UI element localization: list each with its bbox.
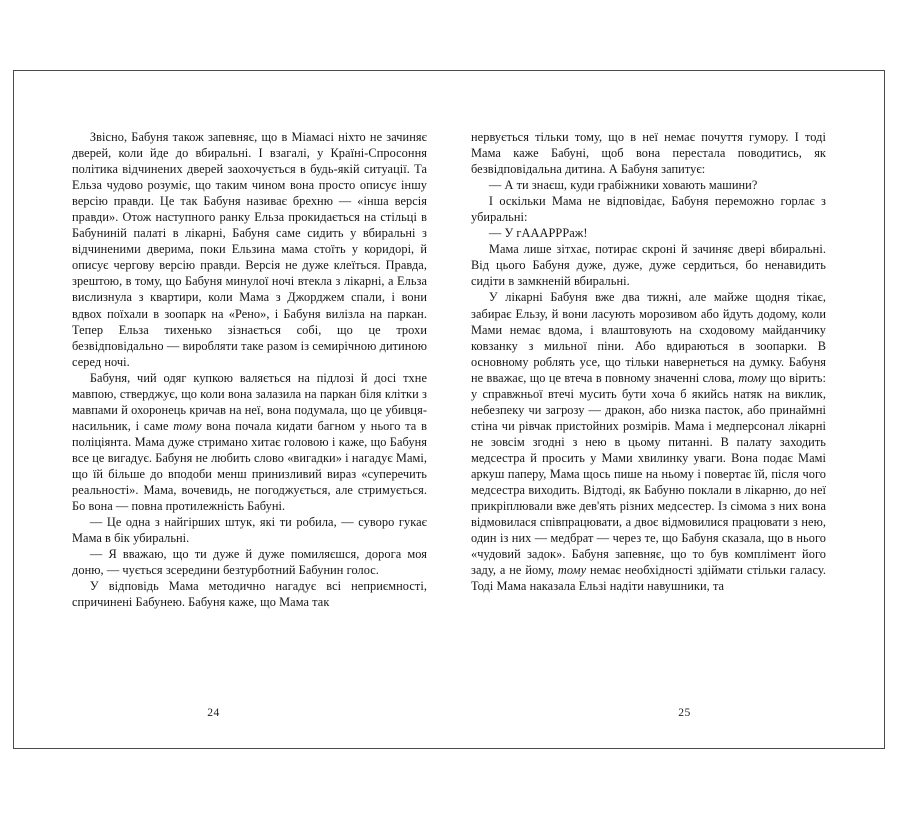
book-page-left xyxy=(14,71,449,748)
dialogue-paragraph: — Це одна з найгірших штук, які ти робила, — суворо гукає Мама в бік убиральні. xyxy=(72,515,427,546)
paragraph: У відповідь Мама методично нагадує всі неприємності, спричинені Бабунею. Бабуня каже, що Мама так xyxy=(72,579,427,610)
scanned-page-sheet xyxy=(13,70,885,749)
paragraph: І оскільки Мама не відповідає, Бабуня переможно горлає з убиральні: xyxy=(471,194,826,225)
paragraph-continuation: нервується тільки тому, що в неї немає почуття гумору. І тоді Мама каже Бабуні, щоб вона перестала поводитись, як безвідповідальна дитина. А Бабуня запитує: xyxy=(471,130,826,177)
left-page-text-body xyxy=(72,129,427,610)
paragraph: Звісно, Бабуня також запевняє, що в Міамасі ніхто не зачиняє дверей, коли йде до вбиральні. І взагалі, у Країні-Спросоння політика відчинених дверей заохочується в будь-якій ситуації. Та Ельза чудово розуміє, що таким чином вона просто описує іншу версію правди. Це так Бабуня називає брехню — «інша версія правди». Отож наступного ранку Ельза прокидається на стільці в Бабуниній палаті в лікарні, Бабуня саме сидить у вбиральні з відчиненими дверима, поки Ельзина мама стоїть у коридорі, й описує чергову версію правди. Версія не дуже клеїться. Правда, зрештою, в тому, що Бабуня минулої ночі втекла з лікарні, а Ельза вислизнула з квартири, коли Мама з Джорджем спали, і вони вдвох поїхали в зоопарк на «Рено», і Бабуня вилізла на паркан. Тепер Ельза тихенько зізнається собі, що це трохи безвідповідально — виробляти таке разом із семирічною дитиною серед ночі. xyxy=(72,130,427,369)
paragraph: Мама лише зітхає, потирає скроні й зачиняє двері вбиральні. Від цього Бабуня дуже, дуже, дуже сердиться, бо ненавидить сидіти в замкненій вбиральні. xyxy=(471,242,826,289)
two-page-spread xyxy=(14,71,884,748)
right-page-text-body xyxy=(471,129,826,594)
dialogue-paragraph: — Я вважаю, що ти дуже й дуже помиляєшся, дорога моя доню, — чується зсередини безтурботний Бабунин голос. xyxy=(72,547,427,578)
paragraph: У лікарні Бабуня вже два тижні, але майже щодня тікає, забирає Ельзу, й вони ласують морозивом або йдуть додому, коли Мами немає вдома, і влаштовують на сходовому майданчику ковзанку з мильної піни. Або вдираються в зоопарки. В основному роблять усе, що тільки навернеться на думку. Бабуня не вважає, що це втеча в повному значенні слова, тому що вірить: у справжньої втечі мусить бути хоча б якийсь натяк на виклик, небезпеку чи загрозу — дракон, або низка пасток, або принаймні стіна чи рівчак пристойних розмірів. Мама і медперсонал лікарні не зовсім згодні з нею в цьому питанні. В палату заходить медсестра й просить у Мами хвилинку уваги. Вона подає Мамі аркуш паперу, Мама щось пише на ньому і повертає їй, після чого медсестра виходить. Відтоді, як Бабуню поклали в лікарню, до неї прикріплювали вже дев'ять різних медсестер. Із сімома з них вона відмовилася співпрацювати, а двоє відмовилися працювати з нею, один із них — медбрат — через те, що Бабуня сказала, що в нього «чудовий задок». Бабуня запевняє, що то був комплімент його заду, а не йому, тому немає необхідності здіймати стільки галасу. Тоді Мама наказала Ельзі надіти навушники, та xyxy=(471,290,826,594)
book-page-right xyxy=(449,71,884,748)
paragraph: Бабуня, чий одяг купкою валяється на підлозі й досі тхне мавпою, стверджує, що коли вона залазила на паркан біля клітки з мавпами й охоронець кричав на неї, вона подумала, що це убивця-насильник, і саме тому вона почала кидати багном у нього та в поліціянта. Мама дуже стримано хитає головою і каже, що Бабуня все це вигадує. Бабуня не любить слово «вигадки» і нагадує Мамі, що їй більше до вподоби менш принизливий вираз «суперечить реальності». Мама, вочевидь, не погоджується, але стримується. Бо вона — повна протилежність Бабуні. xyxy=(72,370,427,514)
page-number-left: 24 xyxy=(207,706,220,719)
dialogue-paragraph: — У гАААРРРаж! xyxy=(488,226,588,241)
dialogue-paragraph: — А ти знаєш, куди грабіжники ховають машини? xyxy=(488,178,758,193)
page-number-right: 25 xyxy=(678,706,691,719)
